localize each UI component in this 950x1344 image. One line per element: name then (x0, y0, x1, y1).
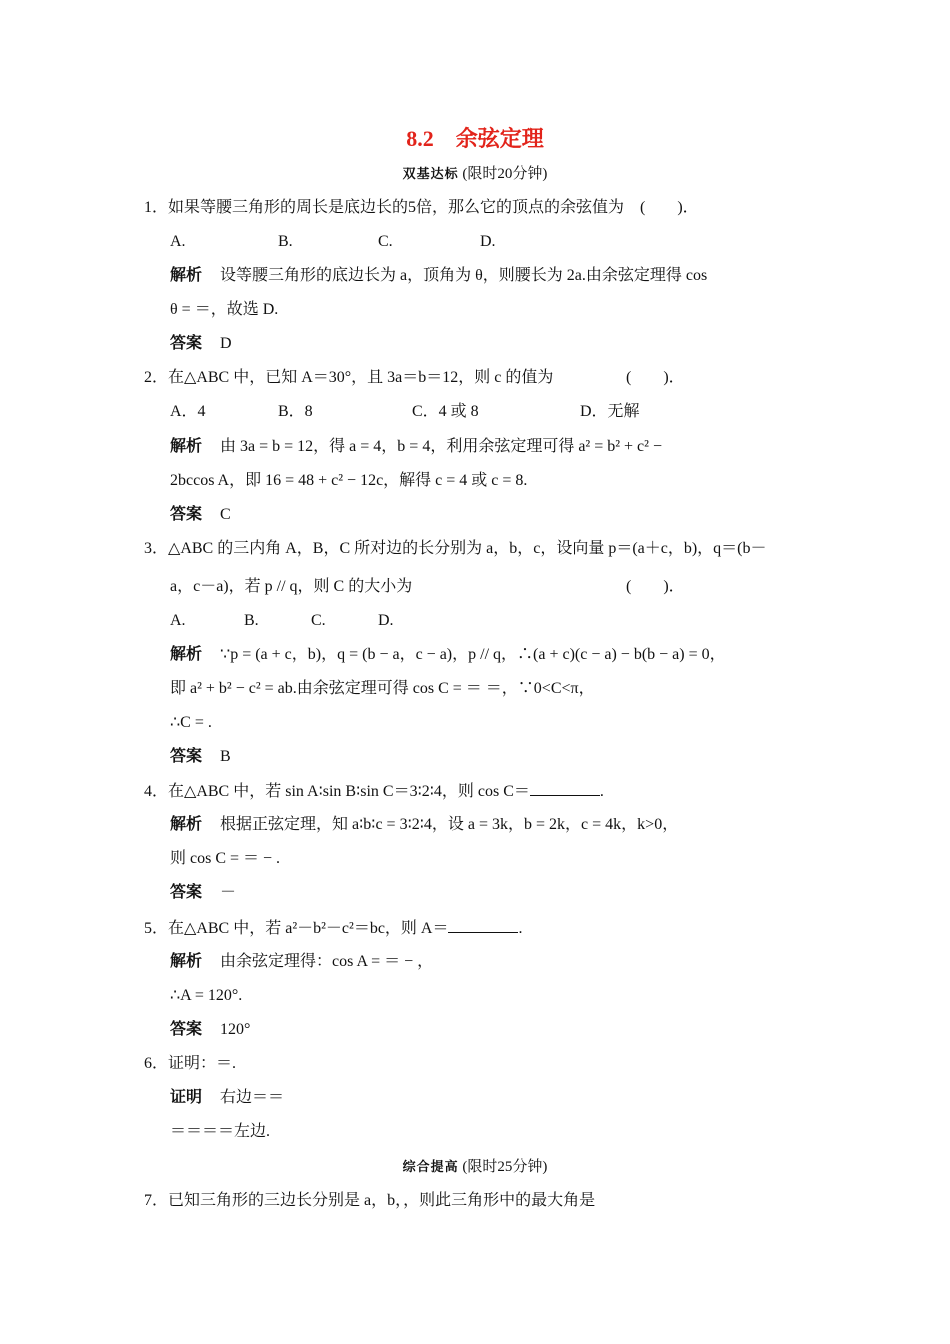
answer-label: 答案 (170, 1021, 203, 1038)
answer-label: 答案 (170, 748, 203, 765)
analysis-line (170, 645, 726, 665)
analysis-text: ∵p = (a + c，b)，q = (b − a，c − a)，p // q，∴(a + c)(c − a) − b(b − a) = 0， (220, 646, 726, 663)
option-c: C．4 或 8 (412, 403, 479, 420)
option-b: B．8 (278, 403, 313, 420)
section-time-limit: (限时25分钟) (462, 1159, 548, 1175)
question-stem-continued: a，c－a)，若 p // q，则 C 的大小为 (170, 578, 413, 595)
question-number: 1． (144, 199, 169, 216)
answer-value: B (220, 748, 231, 765)
analysis-label: 解析 (170, 816, 203, 833)
question-number: 3． (144, 540, 169, 557)
section-heading-basic (0, 164, 950, 184)
section-time-limit: (限时20分钟) (462, 166, 548, 182)
answer-line (170, 334, 232, 354)
analysis-label: 解析 (170, 438, 203, 455)
answer-label: 答案 (170, 884, 203, 901)
option-d: D. (378, 612, 394, 629)
answer-line (170, 1020, 250, 1040)
question-stem: △ABC 的三内角 A，B，C 所对边的长分别为 a，b，c，设向量 p＝(a＋c，b)，q＝(b－ (168, 540, 767, 557)
answer-value: D (220, 335, 232, 352)
section-label: 双基达标 (402, 166, 459, 181)
question-6 (144, 1054, 236, 1074)
option-d: D. (480, 233, 496, 250)
analysis-text: ∴C = . (170, 714, 212, 731)
stem-end: . (599, 783, 604, 800)
answer-line (170, 883, 236, 903)
option-c: C. (311, 612, 326, 629)
section-heading-comprehensive (0, 1157, 950, 1177)
option-b: B. (278, 233, 293, 250)
analysis-text: 根据正弦定理，知 a∶b∶c = 3∶2∶4，设 a = 3k，b = 2k，c = 4k，k>0， (220, 816, 679, 833)
question-7 (144, 1191, 595, 1211)
answer-label: 答案 (170, 335, 203, 352)
question-number: 5． (144, 920, 169, 937)
question-3 (144, 539, 767, 559)
analysis-line (170, 266, 707, 286)
question-number: 6． (144, 1055, 169, 1072)
question-number: 7． (144, 1192, 169, 1209)
stem-end: . (518, 920, 523, 937)
proof-text: 右边＝＝ (220, 1089, 285, 1106)
question-2-options (170, 402, 670, 422)
proof-line (170, 1088, 284, 1108)
proof-label: 证明 (170, 1089, 203, 1106)
analysis-line (170, 815, 678, 835)
analysis-text: 则 cos C = ＝ − . (170, 850, 281, 867)
question-5 (144, 918, 522, 939)
analysis-label: 解析 (170, 646, 203, 663)
question-stem: 在△ABC 中，若 sin A∶sin B∶sin C＝3∶2∶4，则 cos C＝ (168, 783, 530, 800)
answer-value: － (220, 884, 237, 901)
answer-parentheses: ( )． (626, 578, 685, 595)
option-a: A．4 (170, 403, 206, 420)
question-stem: 在△ABC 中，若 a²－b²－c²＝bc，则 A＝ (168, 920, 449, 937)
answer-line (170, 747, 231, 767)
question-3-options (170, 611, 470, 631)
analysis-text: ∴A = 120°. (170, 987, 243, 1004)
question-stem: 证明：＝. (168, 1055, 237, 1072)
option-a: A. (170, 233, 186, 250)
question-4 (144, 781, 604, 802)
analysis-text: 2bccos A，即 16 = 48 + c² − 12c，解得 c = 4 或 c = 8. (170, 472, 528, 489)
analysis-text: 由余弦定理得：cos A = ＝ − ， (220, 953, 434, 970)
option-d: D．无解 (580, 403, 640, 420)
analysis-text: 由 3a = b = 12，得 a = 4，b = 4，利用余弦定理可得 a² = b² + c² − (220, 438, 662, 455)
answer-parentheses: ( )． (626, 369, 685, 386)
fill-in-blank[interactable] (530, 781, 600, 796)
question-1 (144, 198, 699, 218)
question-stem: 已知三角形的三边长分别是 a，b，，则此三角形中的最大角是 (168, 1192, 596, 1209)
question-stem: 如果等腰三角形的周长是底边长的5倍，那么它的顶点的余弦值为 ( )． (168, 199, 699, 216)
fill-in-blank[interactable] (448, 918, 518, 933)
question-number: 4． (144, 783, 169, 800)
analysis-line (170, 437, 662, 457)
option-c: C. (378, 233, 393, 250)
page-title: 8.2 余弦定理 (406, 126, 544, 151)
analysis-line (170, 952, 433, 972)
option-a: A. (170, 612, 186, 629)
analysis-text: 设等腰三角形的底边长为 a，顶角为 θ，则腰长为 2a.由余弦定理得 cos (220, 267, 708, 284)
question-stem: 在△ABC 中，已知 A＝30°，且 3a＝b＝12，则 c 的值为 (168, 369, 554, 386)
analysis-label: 解析 (170, 953, 203, 970)
answer-value: 120° (220, 1021, 251, 1038)
analysis-label: 解析 (170, 267, 203, 284)
proof-text: ＝＝＝＝左边. (170, 1123, 271, 1140)
answer-line (170, 505, 231, 525)
question-number: 2． (144, 369, 169, 386)
answer-value: C (220, 506, 231, 523)
option-b: B. (244, 612, 259, 629)
analysis-text: θ = ＝，故选 D. (170, 301, 279, 318)
question-1-options (170, 232, 570, 252)
answer-label: 答案 (170, 506, 203, 523)
section-label: 综合提高 (402, 1159, 459, 1174)
question-2 (144, 368, 553, 388)
analysis-text: 即 a² + b² − c² = ab.由余弦定理可得 cos C = ＝ ＝，∵0<C<π， (170, 680, 595, 697)
